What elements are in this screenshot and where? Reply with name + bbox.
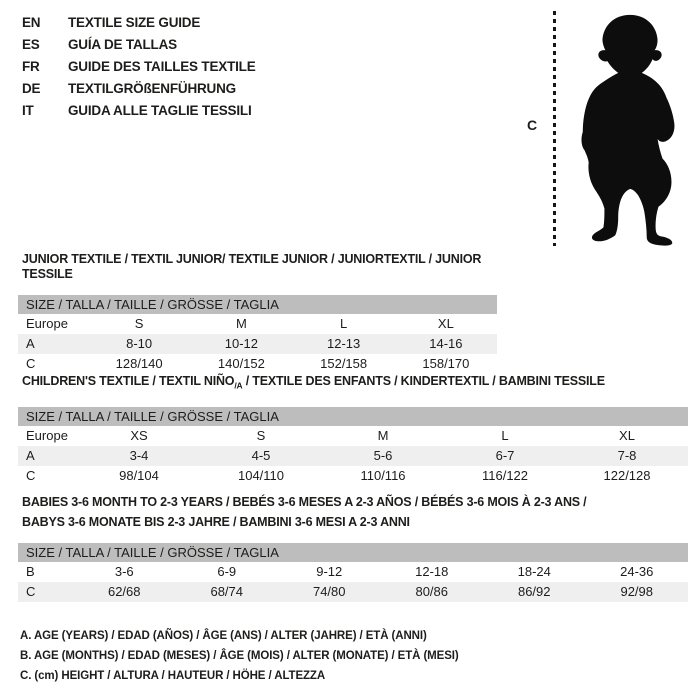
size-value: 12-18 <box>415 564 449 579</box>
row-label: C <box>26 356 36 371</box>
table-row <box>18 562 688 582</box>
size-value: 128/140 <box>115 356 163 371</box>
size-section <box>18 492 688 602</box>
language-code: EN <box>22 15 41 30</box>
size-value: 104/110 <box>237 467 285 483</box>
size-value: 86/92 <box>517 584 551 599</box>
table-row <box>18 334 497 354</box>
size-value: 24-36 <box>620 564 654 579</box>
size-value: 140/152 <box>217 356 265 371</box>
size-value: 14-16 <box>429 336 463 351</box>
toddler-silhouette-icon <box>561 7 699 248</box>
size-table-header: SIZE / TALLA / TAILLE / GRÖSSE / TAGLIA <box>18 543 688 562</box>
size-value: 116/122 <box>481 467 529 483</box>
table-row <box>18 426 688 446</box>
table-row <box>18 354 497 374</box>
size-value: 6-9 <box>217 564 237 579</box>
size-value: 92/98 <box>620 584 654 599</box>
size-value: 158/170 <box>422 356 470 371</box>
size-value: 152/158 <box>320 356 368 371</box>
size-value: 5-6 <box>373 447 393 463</box>
language-title: GUÍA DE TALLAS <box>68 37 177 52</box>
legend-note: A. AGE (YEARS) / EDAD (AÑOS) / ÂGE (ANS) / ALTER (JAHRE) / ETÀ (ANNI) <box>20 630 427 642</box>
size-value: L <box>340 316 348 331</box>
height-measure-dashed-line <box>553 11 556 246</box>
language-row <box>22 56 256 78</box>
size-table <box>18 543 688 602</box>
row-label: A <box>26 336 35 351</box>
section-title <box>22 252 497 282</box>
table-row <box>18 446 688 466</box>
measure-label-c: C <box>527 117 538 133</box>
size-table <box>18 295 497 374</box>
size-table-header: SIZE / TALLA / TAILLE / GRÖSSE / TAGLIA <box>18 407 688 426</box>
size-value: 9-12 <box>316 564 343 579</box>
size-value: XL <box>437 316 454 331</box>
size-value: XL <box>619 427 635 443</box>
table-row <box>18 466 688 486</box>
size-value: 12-13 <box>327 336 361 351</box>
language-code: ES <box>22 37 40 52</box>
size-value: 98/104 <box>119 467 159 483</box>
section-title-part: BABIES 3-6 MONTH TO 2-3 YEARS / BEBÉS 3-6 MESES A 2-3 AÑOS / BÉBÉS 3-6 MOIS À 2-3 ANS / <box>22 495 587 509</box>
size-value: S <box>256 427 266 443</box>
size-value: XS <box>130 427 148 443</box>
size-value: 3-4 <box>129 447 149 463</box>
section-title <box>22 512 688 532</box>
language-title: TEXTILGRÖßENFÜHRUNG <box>68 81 236 96</box>
size-table <box>18 407 688 486</box>
language-row <box>22 78 256 100</box>
language-code: FR <box>22 59 40 74</box>
section-title-part: BABYS 3-6 MONATE BIS 2-3 JAHRE / BAMBINI 3-6 MESI A 2-3 ANNI <box>22 515 410 529</box>
section-title-part: JUNIOR TEXTILE / TEXTIL JUNIOR/ TEXTILE JUNIOR / JUNIORTEXTIL / JUNIOR TESSILE <box>22 252 482 281</box>
section-title-part: / TEXTILE DES ENFANTS / KINDERTEXTIL / BAMBINI TESSILE <box>242 374 605 388</box>
size-value: 68/74 <box>210 584 244 599</box>
size-value: 3-6 <box>114 564 134 579</box>
size-value: 18-24 <box>517 564 551 579</box>
table-row <box>18 314 497 334</box>
language-title: GUIDE DES TAILLES TEXTILE <box>68 59 256 74</box>
size-value: 110/116 <box>360 467 406 483</box>
legend-note: B. AGE (MONTHS) / EDAD (MESES) / ÂGE (MOIS) / ALTER (MONATE) / ETÀ (MESI) <box>20 650 459 662</box>
size-value: 74/80 <box>312 584 346 599</box>
row-label: A <box>26 447 35 463</box>
language-code: IT <box>22 103 34 118</box>
section-title-part: CHILDREN'S TEXTILE / TEXTIL NIÑO <box>22 374 235 388</box>
size-figure <box>505 0 700 255</box>
row-label: C <box>26 467 36 483</box>
language-code: DE <box>22 81 41 96</box>
size-value: 6-7 <box>495 447 515 463</box>
size-section <box>18 374 688 486</box>
size-value: M <box>235 316 247 331</box>
row-label: C <box>26 584 36 599</box>
size-table-header: SIZE / TALLA / TAILLE / GRÖSSE / TAGLIA <box>18 295 497 314</box>
section-title <box>22 492 688 512</box>
language-row <box>22 100 256 122</box>
language-title: GUIDA ALLE TAGLIE TESSILI <box>68 103 252 118</box>
language-list <box>22 12 256 122</box>
size-value: 8-10 <box>126 336 153 351</box>
size-value: 10-12 <box>224 336 258 351</box>
size-value: 4-5 <box>251 447 271 463</box>
size-value: 80/86 <box>415 584 449 599</box>
size-value: 7-8 <box>617 447 637 463</box>
row-label: B <box>26 564 35 579</box>
size-section <box>18 252 497 374</box>
language-row <box>22 34 256 56</box>
size-value: 122/128 <box>603 467 651 483</box>
section-title <box>22 374 688 394</box>
size-value: S <box>134 316 144 331</box>
legend-notes <box>20 626 459 686</box>
section-title-part: /A <box>234 380 243 391</box>
language-title: TEXTILE SIZE GUIDE <box>68 15 201 30</box>
size-value: 62/68 <box>107 584 141 599</box>
size-value: L <box>501 427 509 443</box>
legend-note: C. (cm) HEIGHT / ALTURA / HAUTEUR / HÖHE / ALTEZZA <box>20 670 326 682</box>
table-row <box>18 582 688 602</box>
size-value: M <box>377 427 389 443</box>
row-label: Europe <box>26 427 68 443</box>
language-row <box>22 12 256 34</box>
row-label: Europe <box>26 316 68 331</box>
